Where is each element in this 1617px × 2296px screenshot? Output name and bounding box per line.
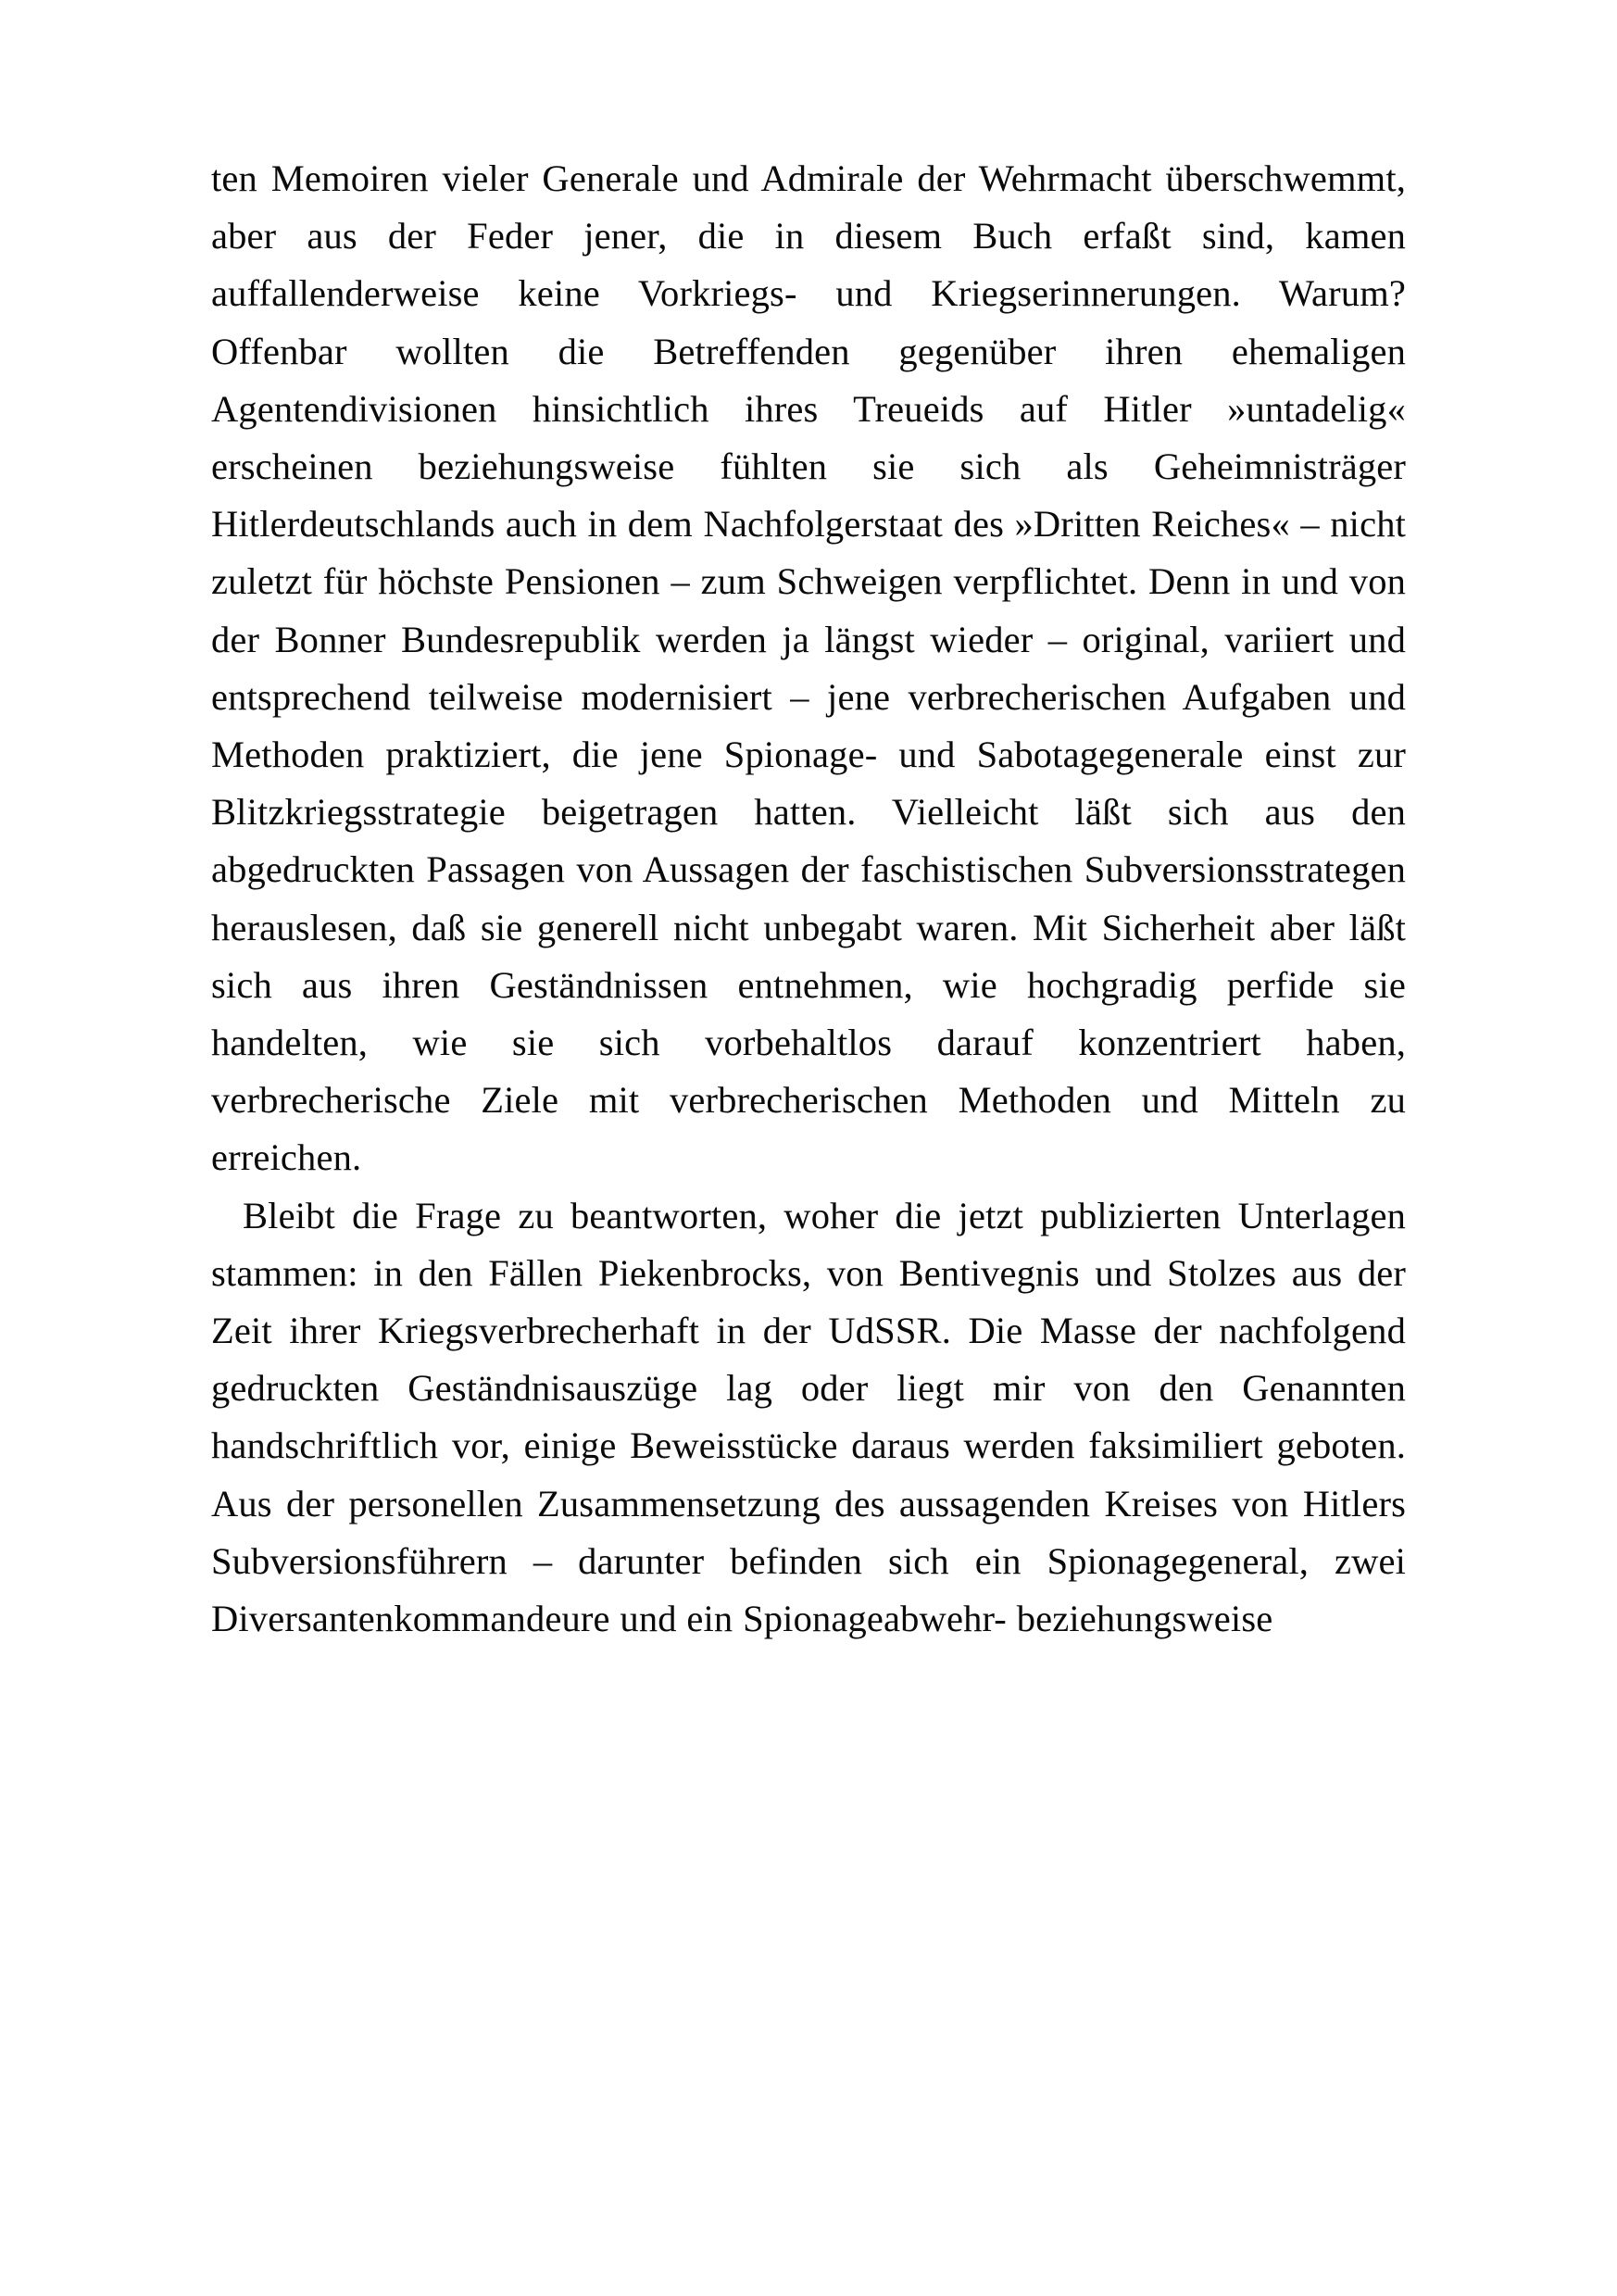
- body-text-block: [211, 150, 1406, 1648]
- paragraph-2: Bleibt die Frage zu beantworten, woher die jetzt publizierten Unterlagen stammen: in den Fällen Piekenbrocks, von Bentivegnis und Stolzes aus der Zeit ihrer Kriegsverbrecherhaft in der UdSSR. Die Masse der nachfolgend gedruckten Geständnisauszüge lag oder liegt mir von den Genannten handschriftlich vor, einige Beweisstücke daraus werden faksimiliert geboten. Aus der personellen Zusammensetzung des aussagenden Kreises von Hitlers Subversionsführern – darunter befinden sich ein Spionagegeneral, zwei Diversantenkommandeure und ein Spionageabwehr- beziehungsweise: [211, 1194, 1406, 1640]
- paragraph-1: ten Memoiren vieler Generale und Admirale der Wehrmacht überschwemmt, aber aus der Feder jener, die in diesem Buch erfaßt sind, kamen auffallenderweise keine Vorkriegs- und Kriegserinnerungen. Warum? Offenbar wollten die Betreffenden gegenüber ihren ehemaligen Agentendivisionen hinsichtlich ihres Treueids auf Hitler »untadelig« erscheinen beziehungsweise fühlten sie sich als Geheimnisträger Hitlerdeutschlands auch in dem Nachfolgerstaat des »Dritten Reiches« – nicht zuletzt für höchste Pensionen – zum Schweigen verpflichtet. Denn in und von der Bonner Bundesrepublik werden ja längst wieder – original, variiert und entsprechend teilweise modernisiert – jene verbrecherischen Aufgaben und Methoden praktiziert, die jene Spionage- und Sabotagegenerale einst zur Blitzkriegsstrategie beigetragen hatten. Vielleicht läßt sich aus den abgedruckten Passagen von Aussagen der faschistischen Subversionsstrategen herauslesen, daß sie generell nicht unbegabt waren. Mit Sicherheit aber läßt sich aus ihren Geständnissen entnehmen, wie hochgradig perfide sie handelten, wie sie sich vorbehaltlos darauf konzentriert haben, verbrecherische Ziele mit verbrecherischen Methoden und Mitteln zu erreichen.: [211, 157, 1406, 1179]
